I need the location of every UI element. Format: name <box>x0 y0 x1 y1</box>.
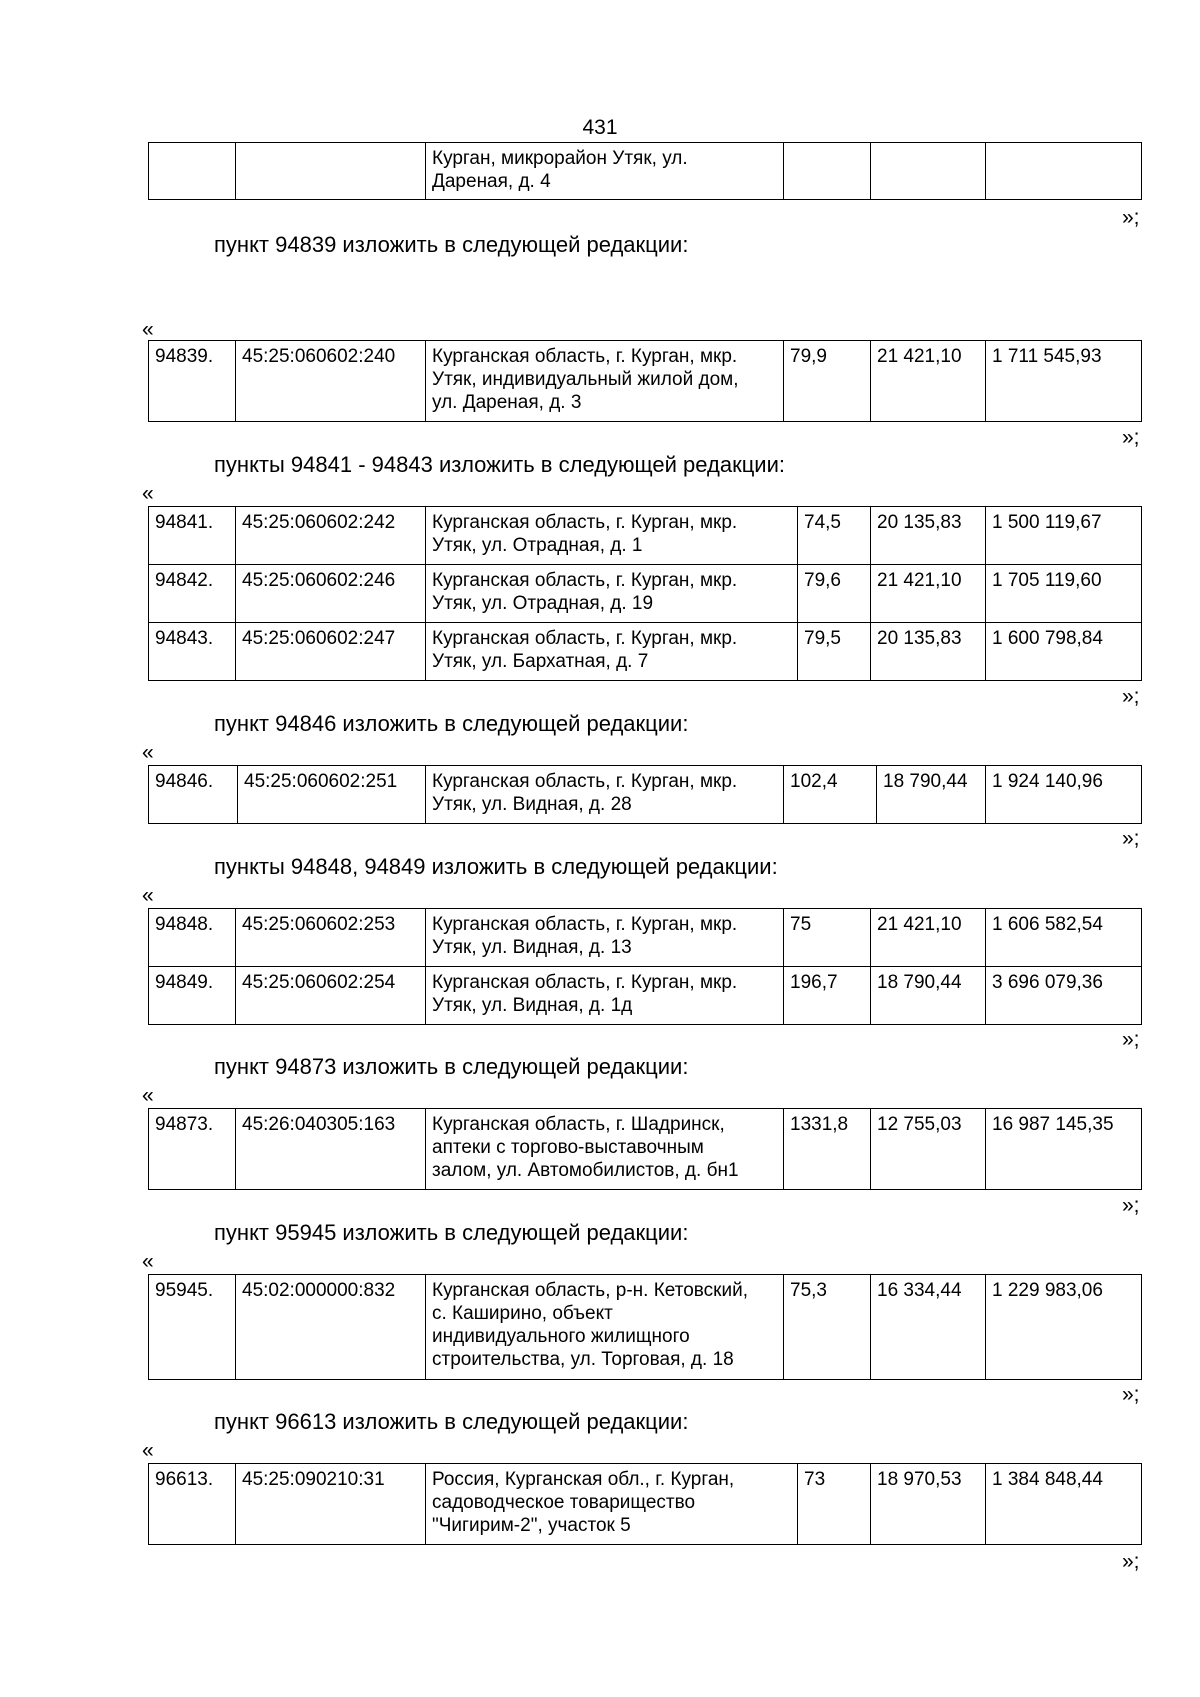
cell-rate: 18 790,44 <box>871 967 986 1025</box>
cell-cadastral: 45:25:060602:246 <box>236 565 426 623</box>
cell-area <box>784 143 871 200</box>
table-row <box>149 565 1142 623</box>
section-table <box>148 1108 1142 1190</box>
cell-number: 94873. <box>149 1109 236 1190</box>
cell-address: Курганская область, г. Курган, мкр. Утяк, ул. Видная, д. 1д <box>426 967 784 1025</box>
section-table <box>148 506 1142 681</box>
table-row <box>149 143 1142 200</box>
cell-cadastral: 45:25:060602:251 <box>238 766 426 824</box>
section-table <box>148 340 1142 422</box>
closing-quote: »; <box>1122 206 1140 229</box>
cell-number: 95945. <box>149 1275 236 1380</box>
cell-cadastral: 45:02:000000:832 <box>236 1275 426 1380</box>
cell-rate: 16 334,44 <box>871 1275 986 1380</box>
cell-number <box>149 143 236 200</box>
cell-value: 1 500 119,67 <box>986 507 1142 565</box>
table-row <box>149 766 1142 824</box>
cell-area: 79,6 <box>798 565 871 623</box>
cell-value: 1 384 848,44 <box>986 1464 1142 1545</box>
cell-cadastral: 45:25:090210:31 <box>236 1464 426 1545</box>
cell-rate: 21 421,10 <box>871 565 986 623</box>
cell-address: Курганская область, г. Курган, мкр. Утяк, ул. Видная, д. 13 <box>426 909 784 967</box>
cell-area: 79,9 <box>784 341 871 422</box>
cell-address: Курганская область, г. Курган, мкр. Утяк, индивидуальный жилой дом, ул. Дареная, д. 3 <box>426 341 784 422</box>
cell-rate: 18 970,53 <box>871 1464 986 1545</box>
cell-rate: 20 135,83 <box>871 507 986 565</box>
closing-quote: »; <box>1122 1383 1140 1406</box>
cell-value: 16 987 145,35 <box>986 1109 1142 1190</box>
section-instruction: пункт 94873 изложить в следующей редакции: <box>214 1054 689 1079</box>
cell-rate: 20 135,83 <box>871 623 986 681</box>
table-row <box>149 1464 1142 1545</box>
closing-quote: »; <box>1122 1028 1140 1051</box>
section-instruction: пункт 96613 изложить в следующей редакции: <box>214 1409 689 1434</box>
closing-quote: »; <box>1122 685 1140 708</box>
opening-quote: « <box>142 482 154 505</box>
cell-address: Курганская область, г. Курган, мкр. Утяк, ул. Отрадная, д. 1 <box>426 507 798 565</box>
cell-address: Курганская область, г. Курган, мкр. Утяк, ул. Отрадная, д. 19 <box>426 565 798 623</box>
section-instruction: пункты 94848, 94849 изложить в следующей редакции: <box>214 854 778 879</box>
section-table <box>148 1274 1142 1380</box>
opening-quote: « <box>142 1084 154 1107</box>
cell-area: 74,5 <box>798 507 871 565</box>
cell-number: 94849. <box>149 967 236 1025</box>
cell-number: 96613. <box>149 1464 236 1545</box>
cell-cadastral: 45:25:060602:254 <box>236 967 426 1025</box>
cell-address: Курганская область, г. Курган, мкр. Утяк, ул. Видная, д. 28 <box>426 766 784 824</box>
section-table <box>148 765 1142 824</box>
cell-area: 196,7 <box>784 967 871 1025</box>
cell-address: Россия, Курганская обл., г. Курган, садоводческое товарищество "Чигирим-2", участок 5 <box>426 1464 798 1545</box>
cell-rate <box>871 143 986 200</box>
table-row <box>149 623 1142 681</box>
opening-quote: « <box>142 318 154 341</box>
opening-quote: « <box>142 884 154 907</box>
cell-cadastral: 45:25:060602:253 <box>236 909 426 967</box>
cell-value: 1 711 545,93 <box>986 341 1142 422</box>
cell-number: 94843. <box>149 623 236 681</box>
cell-address: Курганская область, р-н. Кетовский, с. Каширино, объект индивидуального жилищного строительства, ул. Торговая, д. 18 <box>426 1275 784 1380</box>
cell-number: 94839. <box>149 341 236 422</box>
section-table <box>148 908 1142 1025</box>
cell-address: Курганская область, г. Курган, мкр. Утяк, ул. Бархатная, д. 7 <box>426 623 798 681</box>
section-instruction: пункты 94841 - 94843 изложить в следующей редакции: <box>214 452 786 477</box>
cell-area: 75 <box>784 909 871 967</box>
closing-quote: »; <box>1122 1194 1140 1217</box>
cell-cadastral: 45:25:060602:242 <box>236 507 426 565</box>
cell-area: 75,3 <box>784 1275 871 1380</box>
continuation-table <box>148 142 1142 200</box>
cell-value: 1 229 983,06 <box>986 1275 1142 1380</box>
cell-cadastral <box>236 143 426 200</box>
section-instruction: пункт 95945 изложить в следующей редакции: <box>214 1220 689 1245</box>
cell-address: Курганская область, г. Шадринск, аптеки с торгово-выставочным залом, ул. Автомобилистов, д. бн1 <box>426 1109 784 1190</box>
table-row <box>149 341 1142 422</box>
cell-area: 1331,8 <box>784 1109 871 1190</box>
closing-quote: »; <box>1122 1550 1140 1573</box>
cell-value: 1 705 119,60 <box>986 565 1142 623</box>
cell-value: 3 696 079,36 <box>986 967 1142 1025</box>
table-row <box>149 967 1142 1025</box>
section-instruction: пункт 94846 изложить в следующей редакции: <box>214 711 689 736</box>
cell-cadastral: 45:26:040305:163 <box>236 1109 426 1190</box>
closing-quote: »; <box>1122 426 1140 449</box>
cell-number: 94848. <box>149 909 236 967</box>
cell-rate: 18 790,44 <box>877 766 986 824</box>
table-row <box>149 909 1142 967</box>
cell-cadastral: 45:25:060602:240 <box>236 341 426 422</box>
cell-area: 79,5 <box>798 623 871 681</box>
cell-number: 94846. <box>149 766 238 824</box>
cell-value: 1 924 140,96 <box>986 766 1142 824</box>
opening-quote: « <box>142 1250 154 1273</box>
table-row <box>149 507 1142 565</box>
cell-rate: 12 755,03 <box>871 1109 986 1190</box>
cell-rate: 21 421,10 <box>871 909 986 967</box>
cell-number: 94841. <box>149 507 236 565</box>
cell-value: 1 600 798,84 <box>986 623 1142 681</box>
page-number: 431 <box>582 116 618 139</box>
cell-cadastral: 45:25:060602:247 <box>236 623 426 681</box>
cell-rate: 21 421,10 <box>871 341 986 422</box>
section-table <box>148 1463 1142 1545</box>
opening-quote: « <box>142 1439 154 1462</box>
opening-quote: « <box>142 741 154 764</box>
cell-area: 102,4 <box>784 766 877 824</box>
cell-address: Курган, микрорайон Утяк, ул. Дареная, д. 4 <box>426 143 784 200</box>
table-row <box>149 1109 1142 1190</box>
cell-value: 1 606 582,54 <box>986 909 1142 967</box>
section-instruction: пункт 94839 изложить в следующей редакции: <box>214 232 689 257</box>
cell-value <box>986 143 1142 200</box>
cell-number: 94842. <box>149 565 236 623</box>
table-row <box>149 1275 1142 1380</box>
closing-quote: »; <box>1122 827 1140 850</box>
cell-area: 73 <box>798 1464 871 1545</box>
